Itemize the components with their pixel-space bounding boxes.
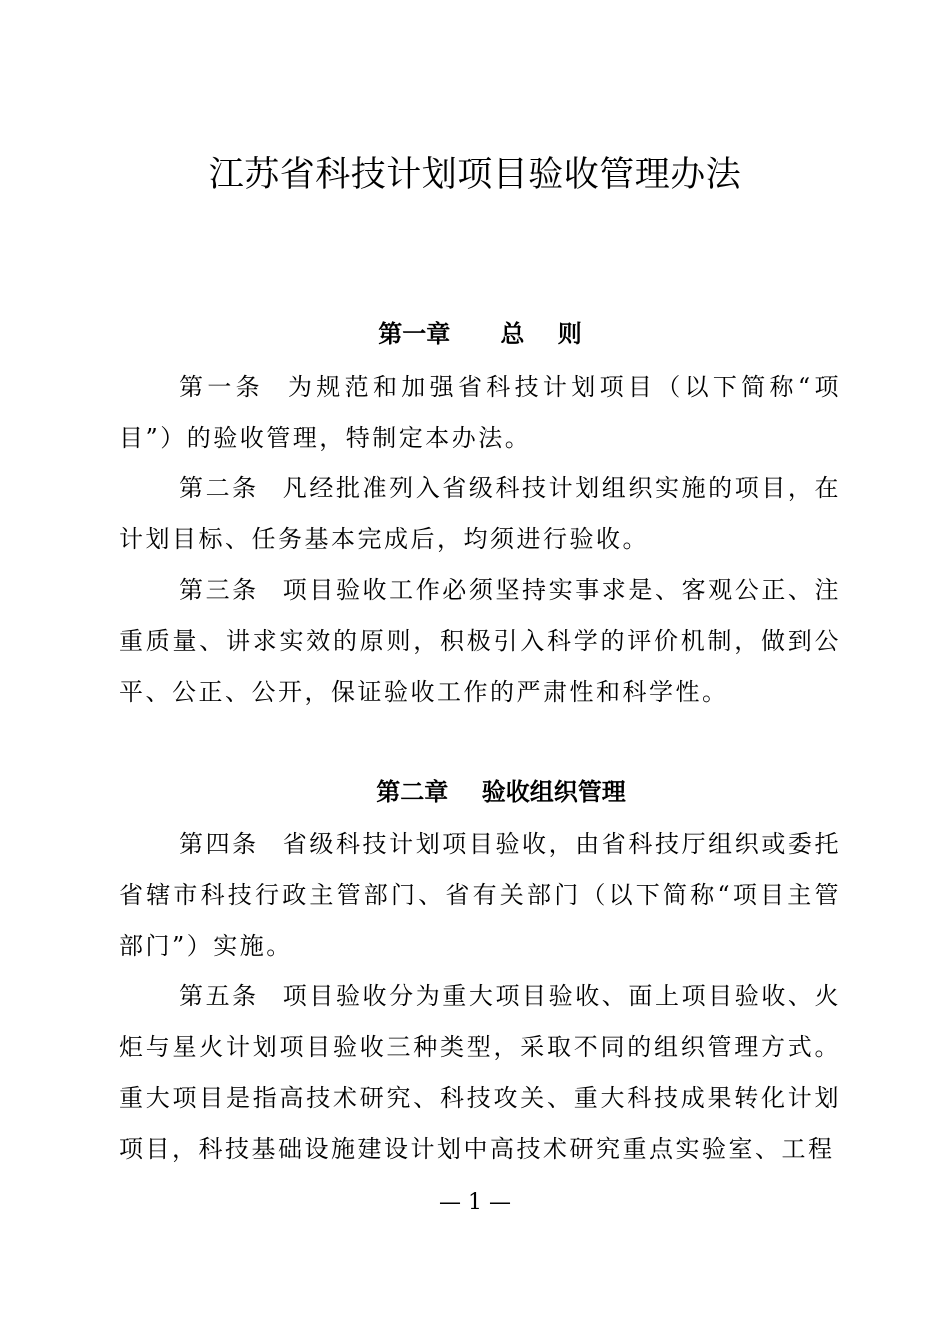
article-label: 第二条 (179, 474, 259, 502)
article-label: 第一条 (179, 373, 264, 401)
article-text: 为规范和加强省科技计划项目（以下简称“项目”）的验收管理，特制定本办法。 (119, 373, 841, 452)
article-text: 项目验收工作必须坚持实事求是、客观公正、注重质量、讲求实效的原则，积极引入科学的评价机制，做到公平、公正、公开，保证验收工作的严肃性和科学性。 (119, 576, 842, 706)
page-number: — 1 — (439, 1190, 511, 1215)
article-text: 省级科技计划项目验收，由省科技厅组织或委托省辖市科技行政主管部门、省有关部门（以下简称“项目主管部门”）实施。 (119, 830, 842, 960)
article-label: 第四条 (179, 830, 259, 858)
chapter-heading-2: 第二章 验收组织管理 (376, 778, 626, 806)
article-label: 第三条 (179, 576, 259, 604)
document-title: 江苏省科技计划项目验收管理办法 (208, 155, 742, 195)
article-1 (119, 362, 841, 464)
chapter-heading-1: 第一章 总 则 (378, 320, 582, 348)
article-label: 第五条 (179, 982, 259, 1010)
article-3 (119, 565, 841, 718)
article-text: 项目验收分为重大项目验收、面上项目验收、火炬与星火计划项目验收三种类型，采取不同的组织管理方式。重大项目是指高技术研究、科技攻关、重大科技成果转化计划项目，科技基础设施建设计划中高技术研究重点实验室、工程 (119, 982, 842, 1163)
article-4 (119, 819, 841, 972)
article-2 (119, 463, 841, 565)
article-5 (119, 971, 841, 1175)
article-text: 凡经批准列入省级科技计划组织实施的项目，在计划目标、任务基本完成后，均须进行验收。 (119, 474, 842, 553)
